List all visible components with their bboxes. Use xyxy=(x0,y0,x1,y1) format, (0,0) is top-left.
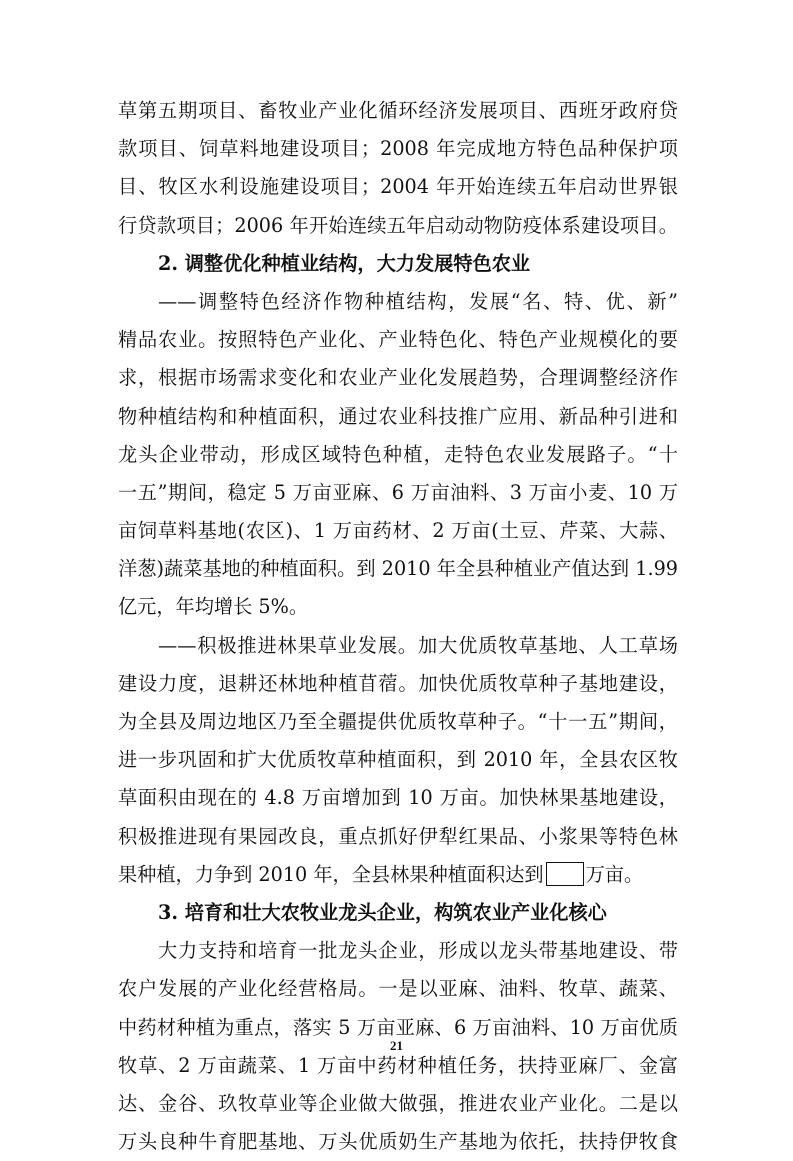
text-line: 草面积由现在的 4.8 万亩增加到 10 万亩。加快林果基地建设， xyxy=(118,786,678,810)
text-line: 为全县及周边地区乃至全疆提供优质牧草种子。“十一五”期间， xyxy=(118,710,678,733)
text-line: 进一步巩固和扩大优质牧草种植面积，到 2010 年，全县农区牧 xyxy=(118,748,678,772)
text-line: 行贷款项目；2006 年开始连续五年启动动物防疫体系建设项目。 xyxy=(118,213,678,237)
text-line: 目、牧区水利设施建设项目；2004 年开始连续五年启动世界银 xyxy=(118,175,678,199)
document-page xyxy=(118,92,678,1161)
text-after-blank: 万亩。 xyxy=(585,862,644,886)
text-line: ——调整特色经济作物种植结构，发展“名、特、优、新” xyxy=(158,289,678,313)
text-line: 中药材种植为重点，落实 5 万亩亚麻、6 万亩油料、10 万亩优质 xyxy=(118,1015,678,1039)
text-line-with-blank xyxy=(118,856,678,894)
text-line: 款项目、饲草料地建设项目；2008 年完成地方特色品种保护项 xyxy=(118,137,678,161)
text-line: 求，根据市场需求变化和农业产业化发展趋势，合理调整经济作 xyxy=(118,366,678,390)
text-line: 草第五期项目、畜牧业产业化循环经济发展项目、西班牙政府贷 xyxy=(118,99,678,122)
text-line: 牧草、2 万亩蔬菜、1 万亩中药材种植任务，扶持亚麻厂、金富 xyxy=(118,1053,678,1077)
page-number: 21 xyxy=(390,1038,403,1053)
text-line: 龙头企业带动，形成区域特色种植，走特色农业发展路子。“十 xyxy=(118,442,678,466)
text-line: 亩饲草料基地(农区)、1 万亩药材、2 万亩(土豆、芹菜、大蒜、 xyxy=(118,519,678,543)
text-line: 一五”期间，稳定 5 万亩亚麻、6 万亩油料、3 万亩小麦、10 万 xyxy=(118,480,678,504)
paragraph-2a xyxy=(118,283,678,627)
text-line: 亿元，年均增长 5%。 xyxy=(118,595,309,619)
fill-in-blank-box[interactable] xyxy=(546,862,584,886)
text-line: 洋葱)蔬菜基地的种植面积。到 2010 年全县种植业产值达到 1.99 xyxy=(118,557,678,581)
section-heading-3: 3. 培育和壮大农牧业龙头企业，构筑农业产业化核心 xyxy=(158,900,607,924)
text-line: 积极推进现有果园改良，重点抓好伊犁红果品、小浆果等特色林 xyxy=(118,824,678,848)
text-line: 精品农业。按照特色产业化、产业特色化、特色产业规模化的要 xyxy=(118,328,678,352)
paragraph-2b xyxy=(118,627,678,894)
text-line: 农户发展的产业化经营格局。一是以亚麻、油料、牧草、蔬菜、 xyxy=(118,977,678,1001)
section-heading-2: 2. 调整优化种植业结构，大力发展特色农业 xyxy=(158,251,531,275)
text-line: 万头良种牛育肥基地、万头优质奶生产基地为依托，扶持伊牧食 xyxy=(118,1130,678,1154)
text-line: 建设力度，退耕还林地种植苜蓿。加快优质牧草种子基地建设， xyxy=(118,671,678,695)
text-line: 达、金谷、玖牧草业等企业做大做强，推进农业产业化。二是以 xyxy=(118,1091,678,1115)
text-before-blank: 果种植，力争到 2010 年，全县林果种植面积达到 xyxy=(118,862,544,886)
text-line: 物种植结构和种植面积，通过农业科技推广应用、新品种引进和 xyxy=(118,404,678,428)
text-line: ——积极推进林果草业发展。加大优质牧草基地、人工草场 xyxy=(158,633,678,657)
paragraph-intro xyxy=(118,92,678,245)
text-line: 大力支持和培育一批龙头企业，形成以龙头带基地建设、带 xyxy=(158,939,678,963)
